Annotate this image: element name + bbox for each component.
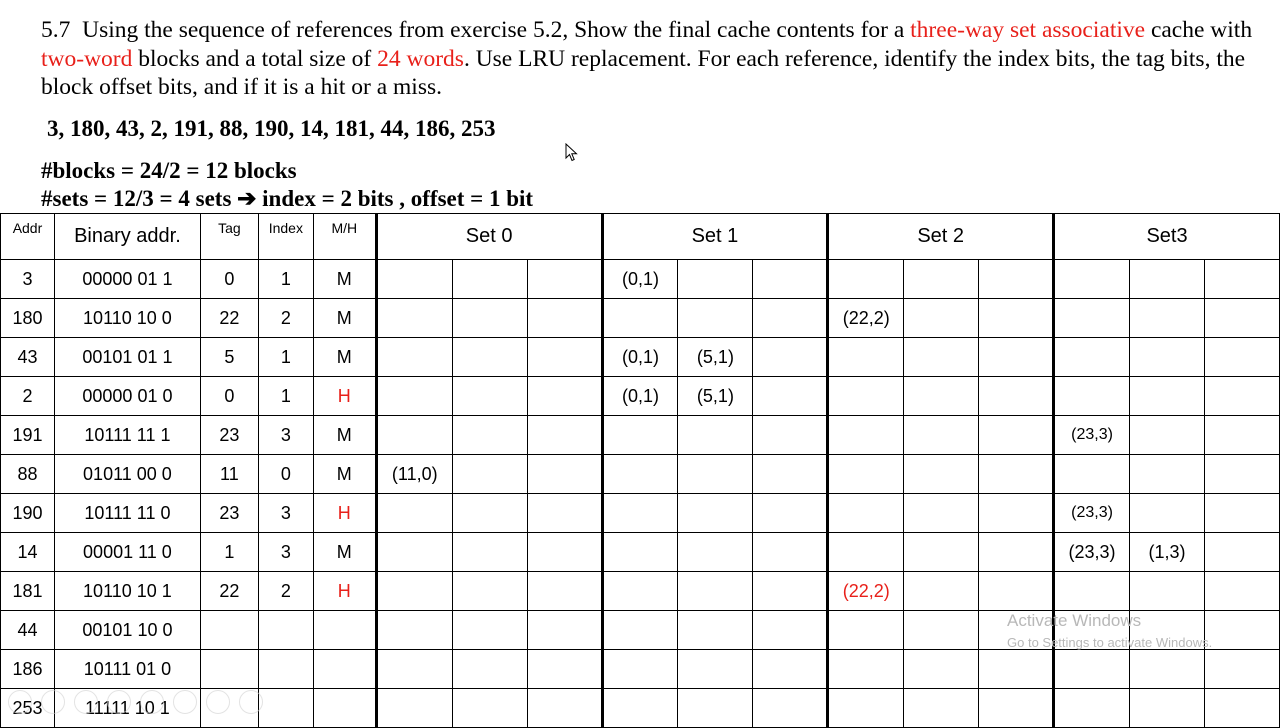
index-cell: 1 (258, 377, 313, 416)
set2-way-cell (828, 533, 904, 572)
set2-way-cell (904, 572, 979, 611)
set3-way-cell: (23,3) (1054, 416, 1130, 455)
set0-way-cell (452, 494, 527, 533)
set3-way-cell (1204, 260, 1279, 299)
set0-way-cell (527, 689, 602, 728)
set3-way-cell (1204, 611, 1279, 650)
set1-way-cell (602, 455, 678, 494)
set1-way-cell (678, 689, 753, 728)
set3-way-cell (1204, 377, 1279, 416)
problem-number: 5.7 (41, 17, 71, 43)
set3-way-cell (1130, 377, 1205, 416)
set3-way-cell (1130, 299, 1205, 338)
table-row (1, 416, 1280, 455)
index-cell: 3 (258, 416, 313, 455)
set3-way-cell (1130, 494, 1205, 533)
watermark-title: Activate Windows (1007, 611, 1142, 630)
set2-way-cell (979, 260, 1054, 299)
index-cell (258, 611, 313, 650)
set1-way-cell (753, 260, 828, 299)
highlight-two-word: two-word (41, 45, 133, 72)
set2-way-cell (979, 338, 1054, 377)
set1-way-cell (753, 416, 828, 455)
set3-way-cell (1130, 650, 1205, 689)
set2-way-cell (828, 689, 904, 728)
set1-way-cell: (0,1) (602, 338, 678, 377)
tag-cell: 0 (200, 377, 258, 416)
set0-way-cell (376, 377, 452, 416)
set0-way-cell (452, 416, 527, 455)
set1-way-cell (602, 650, 678, 689)
tag-cell: 23 (200, 416, 258, 455)
set0-way-cell (376, 260, 452, 299)
set2-way-cell (904, 650, 979, 689)
binary-addr-cell: 10110 10 0 (54, 299, 200, 338)
set1-way-cell (678, 260, 753, 299)
player-control-icon[interactable] (107, 690, 131, 714)
mouse-cursor-icon (565, 143, 579, 163)
set3-way-cell (1204, 689, 1279, 728)
table-row (1, 338, 1280, 377)
set2-way-cell (904, 260, 979, 299)
mh-cell: M (313, 416, 376, 455)
set2-way-cell (904, 533, 979, 572)
set3-way-cell (1204, 572, 1279, 611)
set2-way-cell (828, 416, 904, 455)
table-row (1, 455, 1280, 494)
set2-way-cell (979, 455, 1054, 494)
player-control-icon[interactable] (206, 690, 230, 714)
player-control-icon[interactable] (8, 690, 32, 714)
cache-table (0, 213, 1280, 728)
header-mh: M/H (313, 214, 376, 260)
set0-way-cell (452, 377, 527, 416)
index-cell: 3 (258, 533, 313, 572)
addr-cell: 191 (1, 416, 55, 455)
set2-way-cell (979, 572, 1054, 611)
set0-way-cell (527, 572, 602, 611)
addr-cell: 88 (1, 455, 55, 494)
set2-way-cell (979, 416, 1054, 455)
set3-way-cell: (23,3) (1054, 494, 1130, 533)
set0-way-cell (376, 299, 452, 338)
set3-way-cell (1130, 455, 1205, 494)
set2-way-cell (979, 377, 1054, 416)
highlight-three-way: three-way set associative (910, 17, 1146, 43)
set1-way-cell: (5,1) (678, 377, 753, 416)
binary-addr-cell: 00000 01 1 (54, 260, 200, 299)
set0-way-cell (527, 494, 602, 533)
set2-way-cell (904, 494, 979, 533)
set2-way-cell (904, 416, 979, 455)
set2-way-cell (904, 611, 979, 650)
table-row (1, 377, 1280, 416)
binary-addr-cell: 10111 01 0 (54, 650, 200, 689)
mh-cell: H (313, 572, 376, 611)
set3-way-cell: (1,3) (1130, 533, 1205, 572)
problem-text-3: blocks and a total size of (132, 45, 378, 72)
set0-way-cell (376, 572, 452, 611)
problem-text-1: Using the sequence of references from exercise 5.2, Show the final cache contents for a (82, 17, 911, 43)
set3-way-cell (1054, 338, 1130, 377)
addr-cell: 44 (1, 611, 55, 650)
header-index: Index (258, 214, 313, 260)
tag-cell: 11 (200, 455, 258, 494)
sets-calc-right: index = 2 bits , offset = 1 bit (262, 186, 534, 211)
index-cell (258, 689, 313, 728)
set2-way-cell (904, 689, 979, 728)
set1-way-cell (602, 416, 678, 455)
set0-way-cell (527, 377, 602, 416)
set1-way-cell (678, 455, 753, 494)
tag-cell: 22 (200, 572, 258, 611)
mh-cell: M (313, 299, 376, 338)
problem-statement (41, 16, 1261, 102)
set2-way-cell (979, 494, 1054, 533)
set0-way-cell (376, 416, 452, 455)
set1-way-cell (678, 572, 753, 611)
player-control-icon[interactable] (239, 690, 263, 714)
header-addr: Addr (1, 214, 55, 260)
tag-cell (200, 650, 258, 689)
header-set1: Set 1 (602, 214, 828, 260)
set0-way-cell (376, 689, 452, 728)
mh-cell: M (313, 338, 376, 377)
header-set3: Set3 (1054, 214, 1280, 260)
tag-cell: 0 (200, 260, 258, 299)
set2-way-cell (828, 494, 904, 533)
set1-way-cell (678, 416, 753, 455)
binary-addr-cell: 01011 00 0 (54, 455, 200, 494)
set0-way-cell (527, 338, 602, 377)
set0-way-cell (376, 611, 452, 650)
index-cell: 3 (258, 494, 313, 533)
set3-way-cell (1204, 533, 1279, 572)
set2-way-cell (904, 455, 979, 494)
tag-cell: 22 (200, 299, 258, 338)
table-row (1, 533, 1280, 572)
set2-way-cell (979, 689, 1054, 728)
table-row (1, 494, 1280, 533)
set3-way-cell (1054, 689, 1130, 728)
set2-way-cell (828, 455, 904, 494)
mh-cell: H (313, 377, 376, 416)
set0-way-cell (452, 260, 527, 299)
addr-cell: 3 (1, 260, 55, 299)
set1-way-cell (678, 650, 753, 689)
activate-windows-watermark (1007, 611, 1212, 650)
set3-way-cell (1204, 338, 1279, 377)
set1-way-cell (753, 650, 828, 689)
sets-calc-left: #sets = 12/3 = 4 sets (41, 186, 232, 211)
mh-cell: H (313, 494, 376, 533)
set0-way-cell (527, 650, 602, 689)
set2-way-cell (979, 299, 1054, 338)
set3-way-cell (1130, 689, 1205, 728)
arrow-icon: ➔ (237, 186, 257, 211)
mh-cell (313, 689, 376, 728)
addr-cell: 186 (1, 650, 55, 689)
set2-way-cell (828, 260, 904, 299)
binary-addr-cell: 11111 10 1 (54, 689, 200, 728)
mh-cell: M (313, 533, 376, 572)
set0-way-cell (527, 260, 602, 299)
set1-way-cell (753, 455, 828, 494)
set1-way-cell (753, 494, 828, 533)
set2-way-cell: (22,2) (828, 299, 904, 338)
set3-way-cell: (23,3) (1054, 533, 1130, 572)
addr-cell: 43 (1, 338, 55, 377)
set1-way-cell (753, 338, 828, 377)
problem-text-4: . Use LRU replacement. For each reference, identify the index bits, the tag bits, the block offset bits, and if it is a hit or a miss. (41, 45, 1246, 100)
set2-way-cell (828, 611, 904, 650)
set0-way-cell (376, 494, 452, 533)
set3-way-cell (1130, 416, 1205, 455)
header-tag: Tag (200, 214, 258, 260)
tag-cell: 23 (200, 494, 258, 533)
set2-way-cell (828, 377, 904, 416)
highlight-24-words: 24 words (377, 45, 464, 72)
cache-table-body (1, 260, 1280, 728)
header-set2: Set 2 (828, 214, 1054, 260)
addr-cell: 181 (1, 572, 55, 611)
mh-cell (313, 611, 376, 650)
set3-way-cell (1130, 260, 1205, 299)
set3-way-cell (1054, 650, 1130, 689)
player-control-icon[interactable] (41, 690, 65, 714)
set2-way-cell (904, 299, 979, 338)
addr-cell: 2 (1, 377, 55, 416)
binary-addr-cell: 10111 11 1 (54, 416, 200, 455)
set1-way-cell: (5,1) (678, 338, 753, 377)
set1-way-cell: (0,1) (602, 377, 678, 416)
set1-way-cell (678, 533, 753, 572)
table-header-row (1, 214, 1280, 260)
index-cell (258, 650, 313, 689)
set1-way-cell (753, 572, 828, 611)
set3-way-cell (1204, 494, 1279, 533)
set2-way-cell (904, 338, 979, 377)
tag-cell: 5 (200, 338, 258, 377)
set2-way-cell: (22,2) (828, 572, 904, 611)
set1-way-cell: (0,1) (602, 260, 678, 299)
player-controls (8, 690, 263, 714)
set3-way-cell (1204, 455, 1279, 494)
set1-way-cell (602, 299, 678, 338)
set1-way-cell (602, 611, 678, 650)
player-control-icon[interactable] (74, 690, 98, 714)
player-control-icon[interactable] (173, 690, 197, 714)
set3-way-cell (1130, 338, 1205, 377)
binary-addr-cell: 00101 01 1 (54, 338, 200, 377)
set1-way-cell (678, 299, 753, 338)
set3-way-cell (1204, 416, 1279, 455)
set0-way-cell (452, 299, 527, 338)
set3-way-cell (1054, 455, 1130, 494)
set3-way-cell (1204, 650, 1279, 689)
set0-way-cell (452, 455, 527, 494)
set1-way-cell (753, 611, 828, 650)
set3-way-cell (1054, 299, 1130, 338)
set0-way-cell (376, 338, 452, 377)
set0-way-cell (452, 338, 527, 377)
header-binary: Binary addr. (54, 214, 200, 260)
set1-way-cell (678, 494, 753, 533)
set3-way-cell (1130, 572, 1205, 611)
set3-way-cell (1204, 299, 1279, 338)
set0-way-cell (376, 533, 452, 572)
mh-cell: M (313, 455, 376, 494)
index-cell: 1 (258, 338, 313, 377)
index-cell: 0 (258, 455, 313, 494)
set0-way-cell (527, 533, 602, 572)
set0-way-cell (452, 650, 527, 689)
player-control-icon[interactable] (140, 690, 164, 714)
set1-way-cell (602, 572, 678, 611)
table-row (1, 572, 1280, 611)
binary-addr-cell: 10111 11 0 (54, 494, 200, 533)
table-row (1, 299, 1280, 338)
set1-way-cell (753, 533, 828, 572)
index-cell: 2 (258, 572, 313, 611)
set2-way-cell (979, 650, 1054, 689)
addr-cell: 14 (1, 533, 55, 572)
reference-sequence: 3, 180, 43, 2, 191, 88, 190, 14, 181, 44, 186, 253 (47, 116, 496, 141)
set3-way-cell (1054, 260, 1130, 299)
set2-way-cell (979, 533, 1054, 572)
set0-way-cell: (11,0) (376, 455, 452, 494)
binary-addr-cell: 00101 10 0 (54, 611, 200, 650)
index-cell: 1 (258, 260, 313, 299)
set1-way-cell (602, 494, 678, 533)
set0-way-cell (452, 572, 527, 611)
addr-cell: 190 (1, 494, 55, 533)
set0-way-cell (527, 455, 602, 494)
set1-way-cell (753, 299, 828, 338)
set1-way-cell (602, 533, 678, 572)
set0-way-cell (527, 299, 602, 338)
tag-cell (200, 611, 258, 650)
addr-cell: 253 (1, 689, 55, 728)
problem-text-2: cache with (1145, 17, 1253, 43)
set0-way-cell (527, 611, 602, 650)
sets-calculation (41, 186, 533, 212)
set0-way-cell (452, 533, 527, 572)
set2-way-cell (828, 338, 904, 377)
binary-addr-cell: 00001 11 0 (54, 533, 200, 572)
set0-way-cell (452, 611, 527, 650)
watermark-subtitle: Go to Settings to activate Windows. (1007, 635, 1213, 650)
set1-way-cell (678, 611, 753, 650)
set3-way-cell (1054, 377, 1130, 416)
index-cell: 2 (258, 299, 313, 338)
tag-cell: 1 (200, 533, 258, 572)
set1-way-cell (753, 689, 828, 728)
table-row (1, 650, 1280, 689)
blocks-calculation: #blocks = 24/2 = 12 blocks (41, 158, 297, 183)
set3-way-cell (1054, 572, 1130, 611)
addr-cell: 180 (1, 299, 55, 338)
set1-way-cell (602, 689, 678, 728)
set2-way-cell (904, 377, 979, 416)
mh-cell (313, 650, 376, 689)
set2-way-cell (828, 650, 904, 689)
set0-way-cell (452, 689, 527, 728)
set0-way-cell (527, 416, 602, 455)
set0-way-cell (376, 650, 452, 689)
mh-cell: M (313, 260, 376, 299)
table-row (1, 260, 1280, 299)
binary-addr-cell: 10110 10 1 (54, 572, 200, 611)
header-set0: Set 0 (376, 214, 602, 260)
set1-way-cell (753, 377, 828, 416)
binary-addr-cell: 00000 01 0 (54, 377, 200, 416)
